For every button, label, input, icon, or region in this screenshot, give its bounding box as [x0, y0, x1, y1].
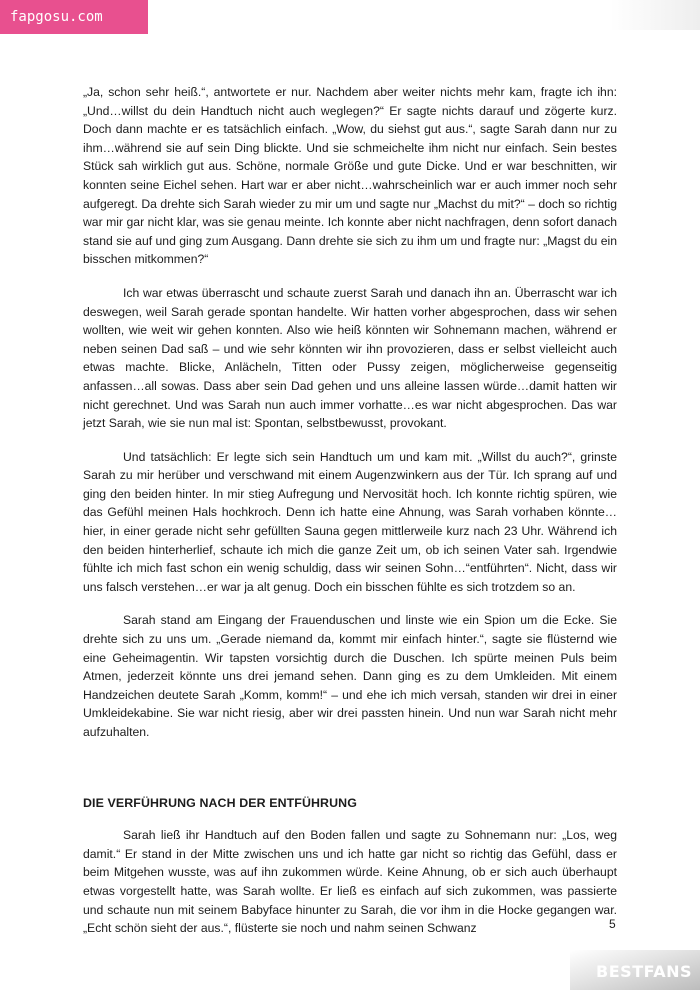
page-number: 5: [609, 917, 616, 931]
document-body: [83, 83, 617, 953]
section-heading: DIE VERFÜHRUNG NACH DER ENTFÜHRUNG: [83, 795, 357, 810]
paragraph-2: Ich war etwas überrascht und schaute zuerst Sarah und danach ihn an. Überrascht war ich deswegen, weil Sarah gerade spontan handelte. Wir hatten vorher abgesprochen, dass wir sehen wollten, wie weit wir gehen konnten. Also wie heiß könnten wir Sohnemann machen, während er neben seinen Dad saß – und wie sehr könnten wir ihn provozieren, dass er selbst vielleicht auch etwas machte. Blicke, Anlächeln, Titten oder Pussy zeigen, möglicherweise gegenseitig anfassen…all sowas. Dass aber sein Dad gehen und uns alleine lassen würde…damit hatten wir nicht gerechnet. Und was Sarah nun auch immer vorhatte…es war nicht abgesprochen. Das war jetzt Sarah, wie sie nun mal ist: Spontan, selbstbewusst, provokant.: [83, 285, 617, 431]
brand-watermark: [570, 950, 700, 990]
paragraph-4: Sarah stand am Eingang der Frauenduschen und linste wie ein Spion um die Ecke. Sie drehte sich zu uns um. „Gerade niemand da, kommt mir einfach hinter.“, sagte sie flüsternd wie eine Geheimagentin. Wir tapsten vorsichtig durch die Duschen. Ich spürte meinen Puls beim Atmen, jederzeit könnte uns drei jemand sehen. Dann ging es zu dem Umkleiden. Mit einem Handzeichen deutete Sarah „Komm, komm!“ – und ehe ich mich versah, standen wir drei in einer Umkleidekabine. Sie war nicht riesig, aber wir drei passten hinein. Und nun war Sarah nicht mehr aufzuhalten.: [83, 613, 617, 739]
brand-logo-text: BESTFANS: [596, 962, 692, 981]
corner-shade: [610, 0, 700, 30]
paragraph-3: Und tatsächlich: Er legte sich sein Handtuch um und kam mit. „Willst du auch?“, grinste Sarah zu mir herüber und verschwand mit einem Augenzwinkern aus der Tür. Ich sprang auf und ging den beiden hinter. In mir stieg Aufregung und Nervosität hoch. Ich konnte richtig spüren, wie das Gefühl meinen Hals hochkroch. Denn ich hatte eine Ahnung, was Sarah vorhaben könnte…hier, in einer gerade nicht sehr gefüllten Sauna gegen mittlerweile kurz nach 23 Uhr. Während ich den beiden hinterherlief, schaute ich mich die ganze Zeit um, ob ich seinen Vater sah. Irgendwie fühlte ich mich fast schon ein wenig schuldig, dass wir seinen Sohn…“entführten“. Nicht, dass wir uns falsch verstehen…er war ja alt genug. Doch ein bisschen fühlte es sich trotzdem so an.: [83, 449, 617, 594]
paragraph-5: Sarah ließ ihr Handtuch auf den Boden fallen und sagte zu Sohnemann nur: „Los, weg damit.“ Er stand in der Mitte zwischen uns und ich hatte gar nicht so richtig das Gefühl, dass er beim Mitgehen wusste, was auf ihn zukommen würde. Keine Ahnung, ob er sich auch überhaupt etwas vorgestellt hatte, was Sarah wollte. Er ließ es einfach auf sich zukommen, was passierte und schaute nun mit seinem Babyface hinunter zu Sarah, die vor ihm in die Hocke gegangen war. „Echt schön sieht der aus.“, flüsterte sie noch und nahm seinen Schwanz: [83, 828, 617, 936]
watermark-tag: fapgosu.com: [0, 0, 148, 34]
paragraph-1: „Ja, schon sehr heiß.“, antwortete er nur. Nachdem aber weiter nichts mehr kam, fragte ich ihn: „Und…willst du dein Handtuch nicht auch weglegen?“ Er sagte nichts darauf und zögerte kurz. Doch dann machte er es tatsächlich einfach. „Wow, du siehst gut aus.“, sagte Sarah dann nur zu ihm…während sie auf sein Ding blickte. Und sie schmeichelte ihm nicht nur einfach. Sein bestes Stück sah wirklich gut aus. Schöne, normale Größe und gute Dicke. Und er war beschnitten, wir konnten seine Eichel sehen. Hart war er aber nicht…wahrscheinlich war er auch immer noch sehr aufgeregt. Da drehte sich Sarah wieder zu mir um und sagte nur „Machst du mit?“ – doch so richtig war mir gar nicht klar, was sie genau meinte. Ich konnte aber nicht nachfragen, denn sofort danach stand sie auf und ging zum Ausgang. Dann drehte sie sich zu ihm um und fragte nur: „Magst du ein bisschen mitkommen?“: [83, 85, 617, 267]
